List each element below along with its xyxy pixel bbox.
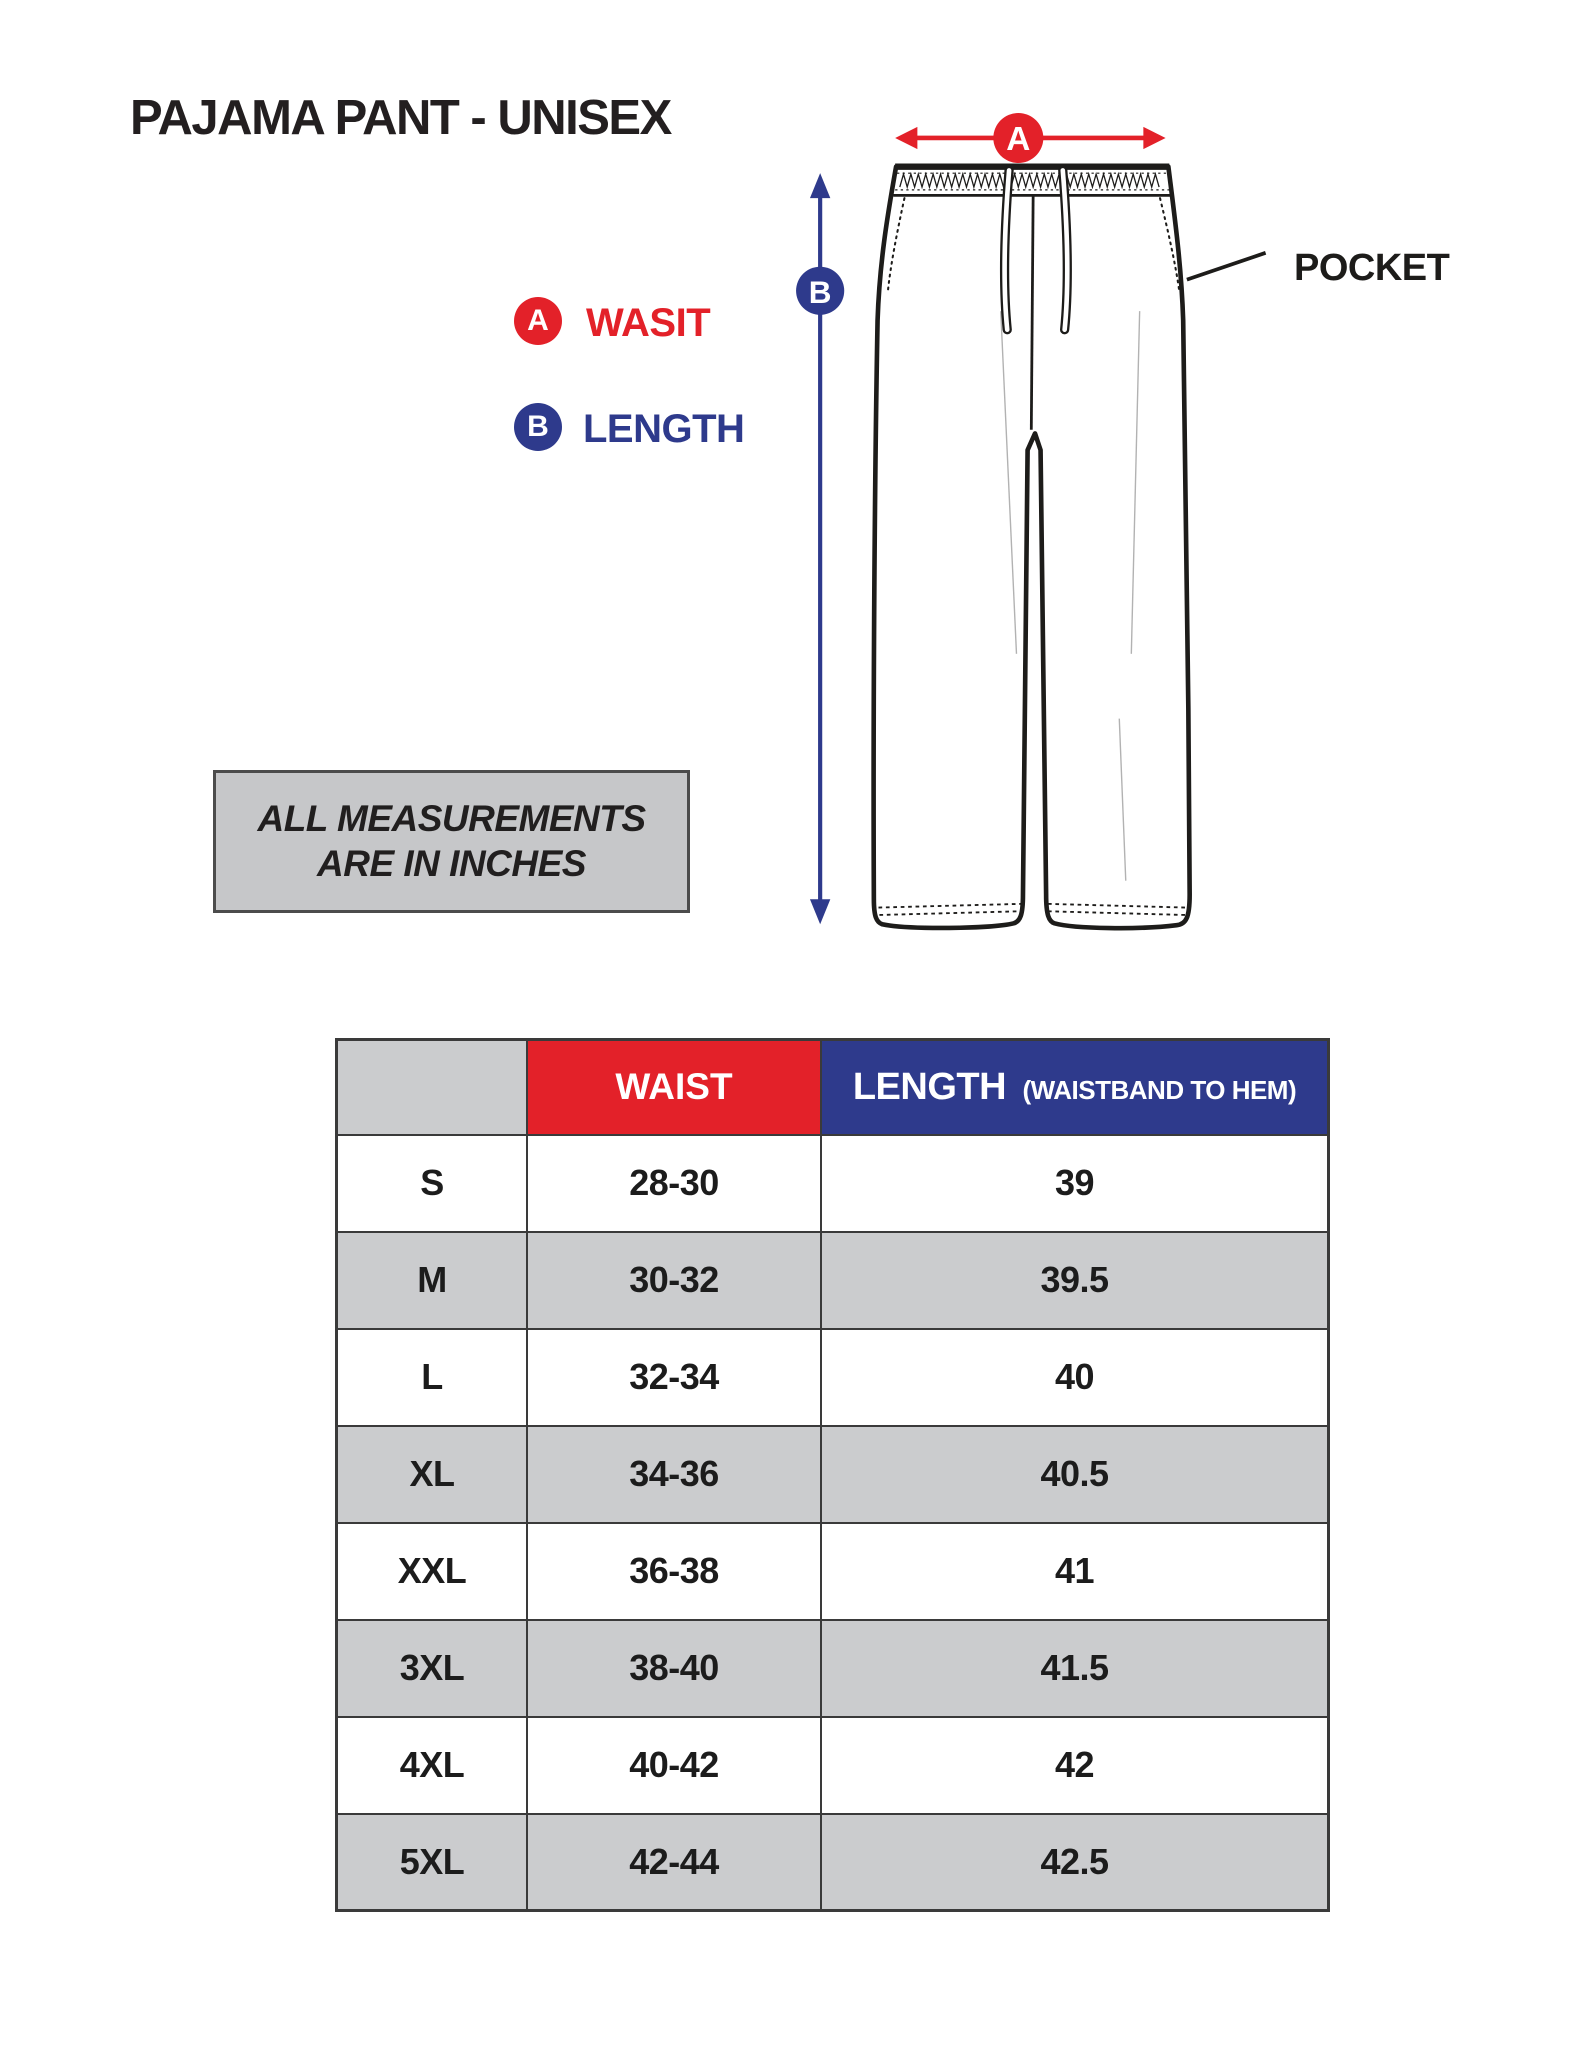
size-cell: M bbox=[337, 1232, 528, 1329]
header-length-cell bbox=[821, 1040, 1329, 1135]
legend-b-letter: B bbox=[527, 410, 549, 443]
waist-cell: 30-32 bbox=[527, 1232, 821, 1329]
size-cell: XXL bbox=[337, 1523, 528, 1620]
table-row bbox=[337, 1523, 1329, 1620]
table-row bbox=[337, 1329, 1329, 1426]
table-header-row bbox=[337, 1040, 1329, 1135]
length-cell: 40.5 bbox=[821, 1426, 1329, 1523]
header-empty-cell bbox=[337, 1040, 528, 1135]
size-cell: 3XL bbox=[337, 1620, 528, 1717]
length-cell: 42.5 bbox=[821, 1814, 1329, 1911]
note-line-1: ALL MEASUREMENTS bbox=[257, 798, 646, 840]
pocket-pointer-line bbox=[1187, 253, 1266, 280]
page-title: PAJAMA PANT - UNISEX bbox=[130, 91, 671, 145]
size-cell: 4XL bbox=[337, 1717, 528, 1814]
length-cell: 41 bbox=[821, 1523, 1329, 1620]
header-length-main: LENGTH bbox=[852, 1065, 1007, 1108]
waist-cell: 36-38 bbox=[527, 1523, 821, 1620]
legend-b-label: LENGTH bbox=[583, 407, 745, 451]
header-waist-cell: WAIST bbox=[527, 1040, 821, 1135]
measurements-note-box bbox=[213, 770, 690, 913]
waist-arrow bbox=[895, 113, 1165, 163]
note-line-2: ARE IN INCHES bbox=[317, 842, 586, 884]
pocket-label: POCKET bbox=[1294, 247, 1450, 289]
waist-cell: 28-30 bbox=[527, 1135, 821, 1232]
arrowhead-up bbox=[810, 173, 830, 198]
length-cell: 42 bbox=[821, 1717, 1329, 1814]
legend-a-letter: A bbox=[527, 304, 549, 337]
size-table bbox=[335, 1038, 1330, 1912]
waist-cell: 40-42 bbox=[527, 1717, 821, 1814]
legend-b-marker bbox=[514, 403, 562, 451]
size-cell: 5XL bbox=[337, 1814, 528, 1911]
size-cell: S bbox=[337, 1135, 528, 1232]
length-cell: 39 bbox=[821, 1135, 1329, 1232]
legend-a-label: WASIT bbox=[586, 301, 711, 345]
arrowhead-left bbox=[895, 127, 917, 149]
waist-cell: 32-34 bbox=[527, 1329, 821, 1426]
waist-cell: 38-40 bbox=[527, 1620, 821, 1717]
header-length-sub: (WAISTBAND TO HEM) bbox=[1022, 1074, 1297, 1105]
arrowhead-down bbox=[810, 899, 830, 924]
table-row bbox=[337, 1232, 1329, 1329]
pant-outline bbox=[874, 167, 1190, 928]
legend-a-marker bbox=[514, 297, 562, 345]
length-marker bbox=[796, 267, 844, 315]
length-cell: 39.5 bbox=[821, 1232, 1329, 1329]
table-row bbox=[337, 1135, 1329, 1232]
arrowhead-right bbox=[1143, 127, 1165, 149]
length-cell: 40 bbox=[821, 1329, 1329, 1426]
table-row bbox=[337, 1426, 1329, 1523]
front-rise-seam bbox=[1031, 195, 1033, 429]
waist-cell: 42-44 bbox=[527, 1814, 821, 1911]
length-cell: 41.5 bbox=[821, 1620, 1329, 1717]
table-row bbox=[337, 1620, 1329, 1717]
marker-a-letter: A bbox=[1006, 121, 1031, 159]
size-cell: XL bbox=[337, 1426, 528, 1523]
table-row bbox=[337, 1814, 1329, 1911]
marker-b-letter: B bbox=[808, 274, 832, 310]
table-row bbox=[337, 1717, 1329, 1814]
size-cell: L bbox=[337, 1329, 528, 1426]
waist-cell: 34-36 bbox=[527, 1426, 821, 1523]
